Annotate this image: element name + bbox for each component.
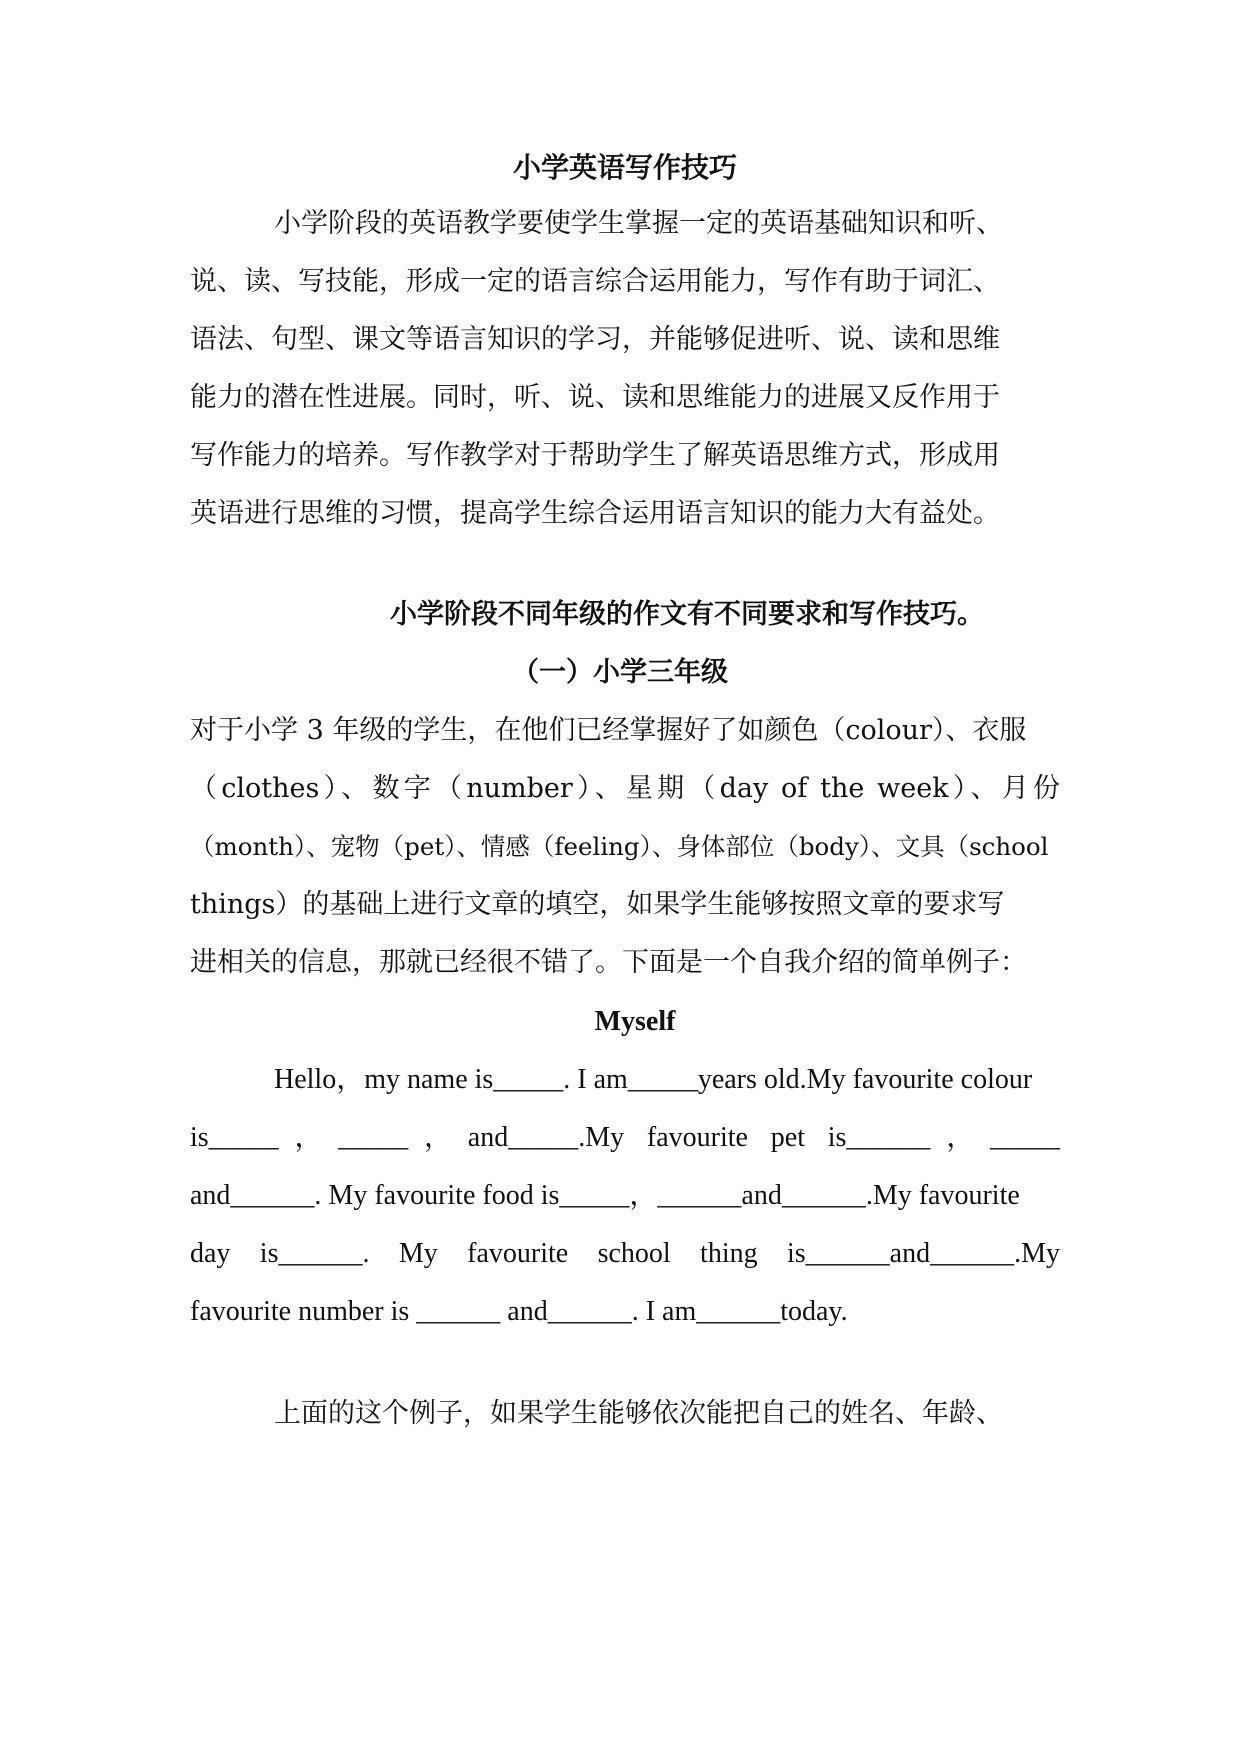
intro-line-4: 能力的潜在性进展。同时，听、说、读和思维能力的进展又反作用于	[190, 382, 1000, 413]
document-title: 小学英语写作技巧	[512, 151, 737, 184]
section-body-line-1: 对于小学 3 年级的学生，在他们已经掌握好了如颜色（colour）、衣服	[190, 715, 1027, 746]
intro-line-5: 写作能力的培养。写作教学对于帮助学生了解英语思维方式，形成用	[190, 440, 1000, 471]
intro-line-3: 语法、句型、课文等语言知识的学习，并能够促进听、说、读和思维	[190, 324, 1000, 355]
section-body-line-5: 进相关的信息，那就已经很不错了。下面是一个自我介绍的简单例子：	[190, 947, 1027, 978]
intro-line-6: 英语进行思维的习惯，提高学生综合运用语言知识的能力大有益处。	[190, 498, 1000, 529]
subheading: 小学阶段不同年级的作文有不同要求和写作技巧。	[390, 599, 984, 630]
example-line-1: Hello，my name is_____. I am_____years old.My favourite colour	[274, 1064, 1033, 1095]
example-title: Myself	[594, 1006, 676, 1037]
section-body-line-4: things）的基础上进行文章的填空，如果学生能够按照文章的要求写	[190, 889, 1005, 920]
example-line-2: is_____，_____，and_____.My favourite pet is______，_____	[190, 1122, 1060, 1153]
example-line-5: favourite number is ______ and______. I am______today.	[190, 1296, 848, 1327]
section-body-line-3: （month）、宠物（pet）、情感（feeling）、身体部位（body）、文具（school	[190, 832, 1049, 861]
intro-line-1: 小学阶段的英语教学要使学生掌握一定的英语基础知识和听、	[274, 208, 1003, 239]
example-line-4: day is______. My favourite school thing is______and______.My	[190, 1238, 1060, 1269]
intro-line-2: 说、读、写技能，形成一定的语言综合运用能力，写作有助于词汇、	[190, 266, 1000, 297]
example-line-3: and______. My favourite food is_____，______and______.My favourite	[190, 1180, 1020, 1211]
section-body-line-2: （clothes）、数字（number）、星期（day of the week）、月份	[190, 773, 1060, 804]
section-title: （一）小学三年级	[512, 657, 728, 688]
closing-line: 上面的这个例子，如果学生能够依次能把自己的姓名、年龄、	[274, 1398, 1003, 1429]
